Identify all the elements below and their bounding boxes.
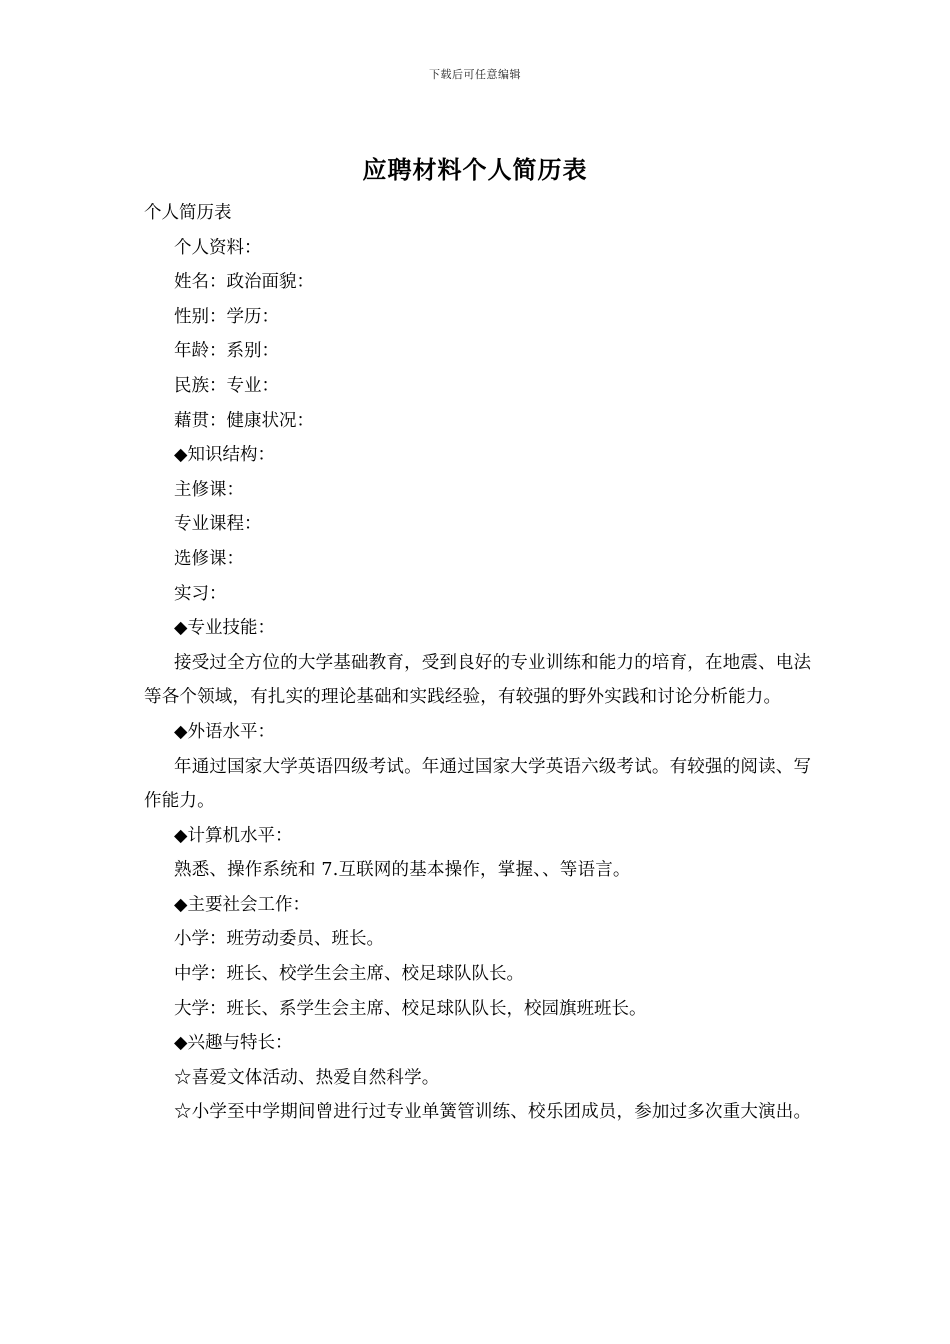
personal-info-heading: 个人资料： xyxy=(174,237,262,258)
knowledge-elective-courses: 选修课： xyxy=(174,548,244,569)
knowledge-major-courses: 主修课： xyxy=(174,479,244,500)
skills-paragraph: 接受过全方位的大学基础教育，受到良好的专业训练和能力的培育，在地震、电法等各个领域，有扎实的理论基础和实践经验，有较强的野外实践和讨论分析能力。 xyxy=(144,652,812,708)
resume-subtitle: 个人简历表 xyxy=(144,203,232,223)
interests-item-1: ☆喜爱文体活动、热爱自然科学。 xyxy=(174,1067,440,1088)
language-paragraph: 年通过国家大学英语四级考试。年通过国家大学英语六级考试。有较强的阅读、写作能力。 xyxy=(144,756,812,812)
interests-heading: ◆兴趣与特长： xyxy=(174,1033,293,1054)
social-work-primary: 小学：班劳动委员、班长。 xyxy=(174,929,384,950)
field-ethnicity-major: 民族：专业： xyxy=(174,375,279,396)
computer-paragraph: 熟悉、操作系统和 7.互联网的基本操作，掌握、、等语言。 xyxy=(174,860,631,881)
field-gender-education: 性别：学历： xyxy=(174,306,279,327)
knowledge-internship: 实习： xyxy=(174,583,227,604)
knowledge-heading: ◆知识结构： xyxy=(174,445,275,466)
interests-item-2: ☆小学至中学期间曾进行过专业单簧管训练、校乐团成员，参加过多次重大演出。 xyxy=(174,1102,812,1123)
document-body xyxy=(144,196,820,1130)
computer-heading: ◆计算机水平： xyxy=(174,825,293,846)
field-age-department: 年龄：系别： xyxy=(174,341,279,362)
knowledge-professional-courses: 专业课程： xyxy=(174,514,262,535)
field-origin-health: 藉贯：健康状况： xyxy=(174,410,314,431)
field-name-politics: 姓名：政治面貌： xyxy=(174,272,314,293)
page-header-note: 下载后可任意编辑 xyxy=(429,68,521,81)
language-heading: ◆外语水平： xyxy=(174,721,275,742)
social-work-middle: 中学：班长、校学生会主席、校足球队队长。 xyxy=(174,964,524,985)
social-work-heading: ◆主要社会工作： xyxy=(174,894,310,915)
skills-heading: ◆专业技能： xyxy=(174,618,275,639)
social-work-university: 大学：班长、系学生会主席、校足球队队长，校园旗班班长。 xyxy=(174,998,647,1019)
document-title: 应聘材料个人简历表 xyxy=(362,155,588,184)
